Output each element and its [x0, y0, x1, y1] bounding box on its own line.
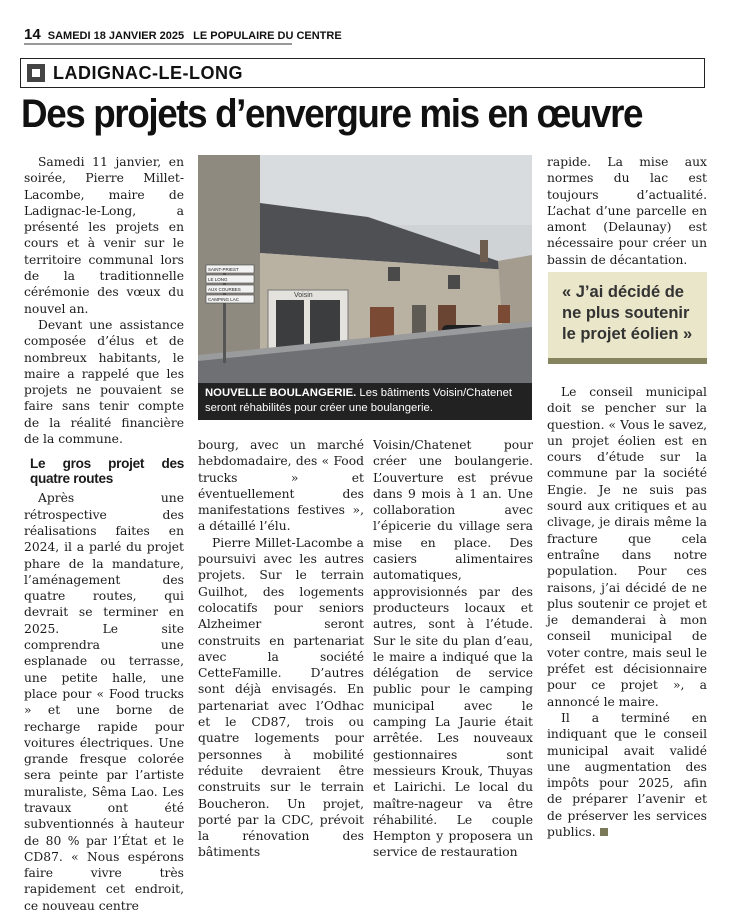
paragraph: rapide. La mise aux normes du lac est toujours d’actualité. L’achat d’une parcelle en amont (Delaunay) est nécessaire pour créer un bassin de décantation. — [547, 155, 707, 267]
column-1 — [24, 154, 184, 914]
paragraph: Après une rétrospective des réalisations faites en 2024, il a parlé du projet phare de la mandature, l’aménagement des quatre routes, qui devrait se terminer en 2025. Le site comprendra une esplanade ou terrasse, une petite halle, une place pour « Food trucks » et une borne de recharge rapide pour voitures électriques. Une grande fresque colorée sera peinte par l’artiste muraliste, Sêma Lao. Les travaux ont été subventionnés à hauteur de 80 % par l’État et le CD87. « Nous espérons faire vivre très rapidement cet endroit, ce nouveau centre — [24, 491, 184, 913]
caption-title: NOUVELLE BOULANGERIE. — [205, 387, 357, 399]
road-sign-4: CAMPING LAC — [208, 297, 240, 302]
shop-sign: Voisin — [294, 292, 313, 299]
page-header — [24, 26, 342, 45]
column-2 — [198, 437, 364, 861]
paragraph: Pierre Millet-Lacombe a poursuivi avec les autres projets. Sur le terrain Guilhot, des logements colocatifs pour seniors Alzheimer seront construits en partenariat avec la société CetteFamille. D’autres sont déjà envisagés. En partenariat avec l’Odhac et le CD87, trois ou quatre logements pour personnes à mobilité réduite devraient être construits sur le terrain Boucheron. Un projet, porté par la CDC, prévoit la rénovation des bâtiments — [198, 535, 364, 860]
paragraph: Devant une assistance composée d’élus et de nombreux habitants, le maire a rappelé que les projets ne pouvaient se faire sans tenir compte de la réalité financière de la commune. — [24, 317, 184, 447]
page-number: 14 — [24, 26, 41, 43]
photo-caption — [198, 383, 532, 420]
article-photo — [198, 155, 532, 383]
road-sign-2: LE LONG — [208, 277, 228, 282]
pull-quote: « J’ai décidé de ne plus soutenir le projet éolien » — [548, 272, 707, 364]
caption-text: Les bâtiments Voisin/Chatenet seront réhabilités pour créer une boulangerie. — [205, 387, 513, 414]
paragraph: Le conseil municipal doit se pencher sur la question. « Vous le savez, un projet éolien est en cours d’étude sur la commune par la société Engie. Je ne suis pas sourd aux critiques et au clivage, je dirais même la fracture que cela entraîne dans notre population. Pour ces raisons, j’ai décidé de ne plus soutenir ce projet et je demanderai à mon conseil municipal de voter contre, mais seul le préfet est décisionnaire pour ce projet », a annoncé le maire. — [547, 385, 707, 709]
column-4-top — [547, 154, 707, 268]
end-mark-icon — [600, 828, 608, 836]
subheading: Le gros projet des quatre routes — [30, 456, 184, 486]
paragraph: Samedi 11 janvier, en soirée, Pierre Millet-Lacombe, maire de Ladignac-le-Long, a présenté les projets en cours et à venir sur le territoire communal lors de la traditionnelle cérémonie des vœux du nouvel an. — [24, 155, 184, 316]
newspaper-name: LE POPULAIRE DU CENTRE — [193, 30, 342, 42]
paragraph — [547, 710, 707, 840]
square-icon — [27, 64, 45, 82]
headline: Des projets d’envergure mis en œuvre — [21, 92, 643, 136]
paragraph: Voisin/Chatenet pour créer une boulangerie. L’ouverture est prévue dans 9 mois à 1 an. Une collaboration avec l’épicerie du village sera mise en place. Des casiers alimentaires automatiques, approvisionnés par des producteurs locaux et autres, sont à l’étude. Sur le site du plan d’eau, le maire a indiqué que la délégation de service public pour le camping municipal avec le camping La Jaurie était arrêtée. Les nouveaux gestionnaires sont messieurs Krouk, Thuyas et Lairichi. Le local du maître-nageur va être réhabilité. Le couple Hempton y proposera un service de restauration — [373, 438, 533, 860]
column-4-bottom — [547, 384, 707, 840]
issue-date: SAMEDI 18 JANVIER 2025 — [47, 30, 185, 42]
rubric-box — [20, 58, 705, 88]
rubric-label: LADIGNAC-LE-LONG — [53, 63, 243, 83]
road-sign-3: AUX COURBES — [208, 287, 241, 292]
column-3 — [373, 437, 533, 861]
paragraph: bourg, avec un marché hebdomadaire, des « Food trucks » et éventuellement des manifestations festives », a détaillé l’élu. — [198, 438, 364, 534]
final-paragraph: Il a terminé en indiquant que le conseil municipal avait validé une augmentation des impôts pour 2025, afin de préparer l’avenir et de préserver les services publics. — [547, 710, 707, 840]
bakery-building-illustration — [198, 155, 532, 383]
road-sign-1: SAINT-PRIEST — [208, 267, 239, 272]
